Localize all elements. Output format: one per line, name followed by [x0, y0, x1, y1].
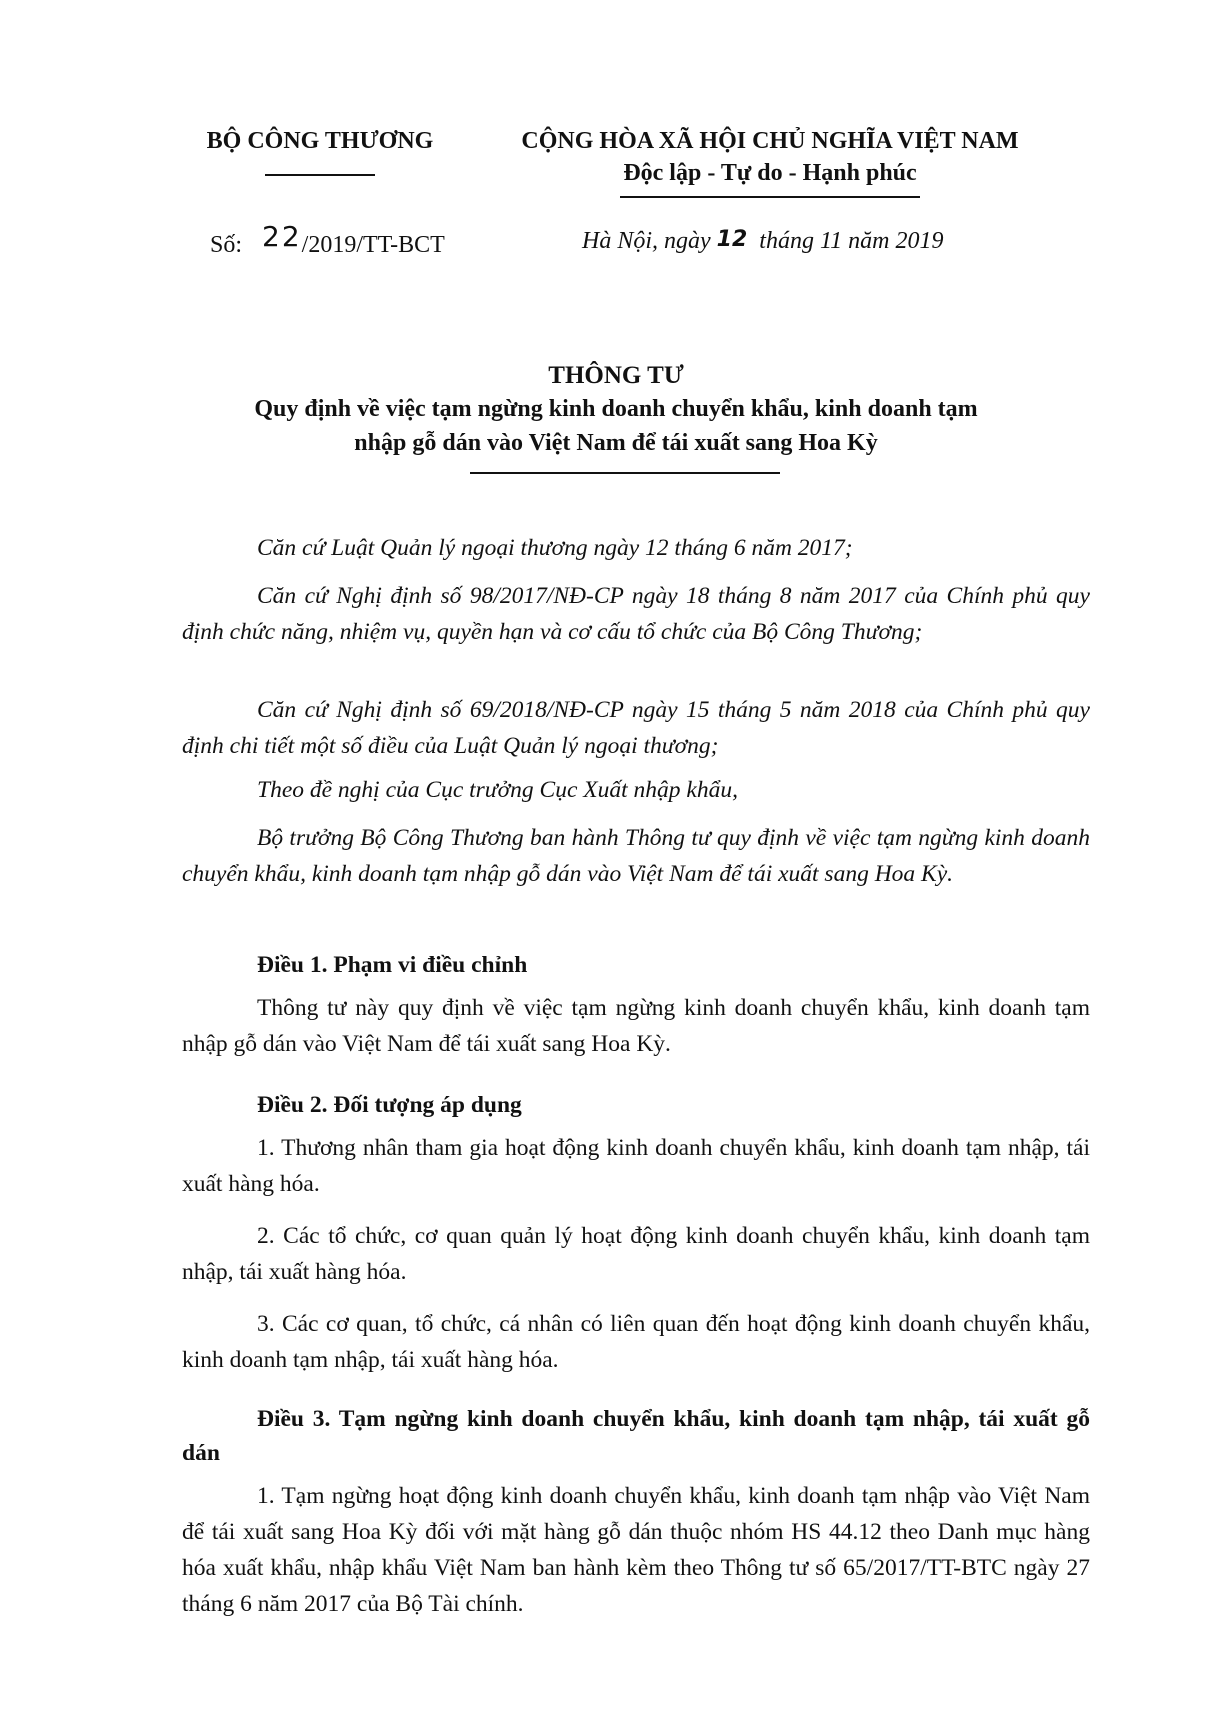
republic-name: CỘNG HÒA XÃ HỘI CHỦ NGHĨA VIỆT NAM [521, 128, 1019, 154]
article-3-clause-1: 1. Tạm ngừng hoạt động kinh doanh chuyển khẩu, kinh doanh tạm nhập vào Việt Nam để tái xuất sang Hoa Kỳ đối với mặt hàng gỗ dán thuộc nhóm HS 44.12 theo Danh mục hàng hóa xuất khẩu, nhập khẩu Việt Nam ban hành kèm theo Thông tư số 65/2017/TT-BTC ngày 27 tháng 6 năm 2017 của Bộ Tài chính. [182, 1483, 1090, 1617]
title-subtitle-line1: Quy định về việc tạm ngừng kinh doanh chuyển khẩu, kinh doanh tạm [254, 396, 978, 422]
document-number [210, 220, 445, 259]
preamble-3: Căn cứ Nghị định số 69/2018/NĐ-CP ngày 15 tháng 5 năm 2018 của Chính phủ quy định chi tiết một số điều của Luật Quản lý ngoại thương; [182, 697, 1090, 759]
document-type-title: THÔNG TƯ [548, 362, 684, 389]
preamble-4: Theo đề nghị của Cục trưởng Cục Xuất nhập khẩu, [257, 777, 738, 803]
number-handwritten: 22 [262, 220, 302, 253]
article-2-clause-1: 1. Thương nhân tham gia hoạt động kinh doanh chuyển khẩu, kinh doanh tạm nhập, tái xuất hàng hóa. [182, 1135, 1090, 1197]
article-2-clause-2: 2. Các tổ chức, cơ quan quản lý hoạt động kinh doanh chuyển khẩu, kinh doanh tạm nhập, tái xuất hàng hóa. [182, 1223, 1090, 1285]
article-1-title: Điều 1. Phạm vi điều chỉnh [257, 952, 528, 978]
article-1-paragraph: Thông tư này quy định về việc tạm ngừng kinh doanh chuyển khẩu, kinh doanh tạm nhập gỗ dán vào Việt Nam để tái xuất sang Hoa Kỳ. [182, 995, 1090, 1057]
document-date [582, 228, 944, 255]
ministry-name: BỘ CÔNG THƯƠNG [206, 128, 434, 154]
article-3-title: Điều 3. Tạm ngừng kinh doanh chuyển khẩu, kinh doanh tạm nhập, tái xuất gỗ dán [182, 1406, 1090, 1466]
article-2-title: Điều 2. Đối tượng áp dụng [257, 1092, 522, 1118]
article-2-clause-3: 3. Các cơ quan, tổ chức, cá nhân có liên quan đến hoạt động kinh doanh chuyển khẩu, kinh doanh tạm nhập, tái xuất hàng hóa. [182, 1311, 1090, 1373]
title-underline [470, 472, 780, 474]
ministry-underline [265, 174, 375, 176]
preamble-5: Bộ trưởng Bộ Công Thương ban hành Thông tư quy định về việc tạm ngừng kinh doanh chuyển khẩu, kinh doanh tạm nhập gỗ dán vào Việt Nam để tái xuất sang Hoa Kỳ. [182, 825, 1090, 887]
preamble-2: Căn cứ Nghị định số 98/2017/NĐ-CP ngày 18 tháng 8 năm 2017 của Chính phủ quy định chức năng, nhiệm vụ, quyền hạn và cơ cấu tổ chức của Bộ Công Thương; [182, 583, 1090, 645]
number-suffix: /2019/TT-BCT [301, 232, 445, 258]
number-label: Số: [210, 232, 243, 258]
national-motto: Độc lập - Tự do - Hạnh phúc [623, 160, 917, 186]
motto-underline [620, 196, 920, 198]
date-suffix: tháng 11 năm 2019 [759, 228, 944, 254]
date-day-handwritten: 12 [716, 227, 748, 252]
preamble-1: Căn cứ Luật Quản lý ngoại thương ngày 12 tháng 6 năm 2017; [257, 535, 853, 561]
date-prefix: Hà Nội, ngày [582, 228, 711, 254]
title-subtitle-line2: nhập gỗ dán vào Việt Nam để tái xuất sang Hoa Kỳ [354, 430, 878, 456]
